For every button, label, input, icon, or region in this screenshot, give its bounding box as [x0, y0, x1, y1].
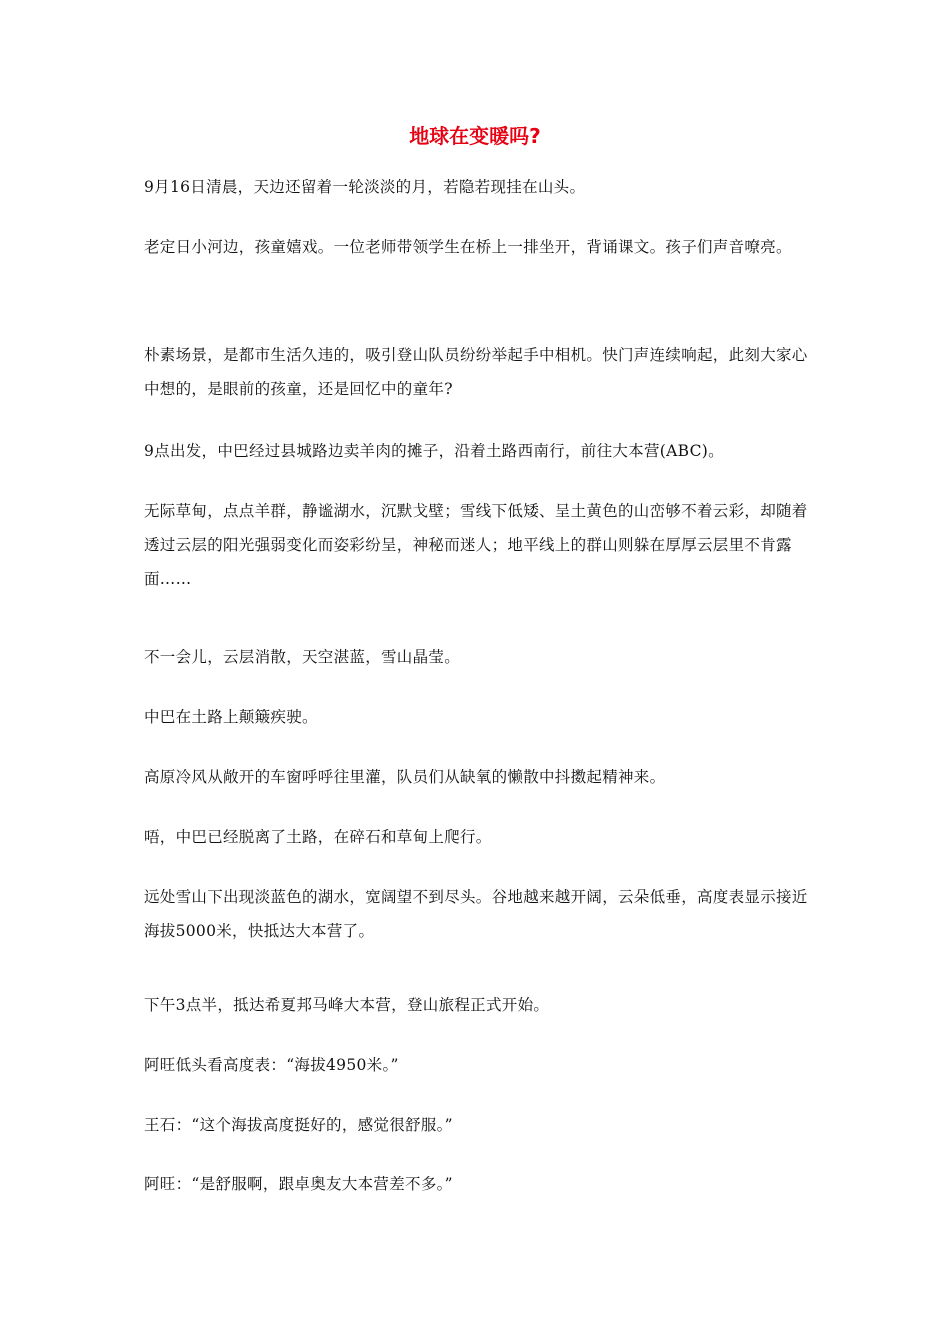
paragraph: 高原冷风从敞开的车窗呼呼往里灌，队员们从缺氧的懒散中抖擞起精神来。 — [144, 768, 666, 786]
document-title: 地球在变暖吗? — [409, 124, 541, 148]
paragraph: 王石：“这个海拔高度挺好的，感觉很舒服。” — [144, 1116, 453, 1134]
paragraph: 9点出发，中巴经过县城路边卖羊肉的摊子，沿着土路西南行，前往大本营(ABC)。 — [144, 442, 724, 460]
paragraph: 阿旺低头看高度表：“海拔4950米。” — [144, 1056, 399, 1074]
paragraph: 无际草甸，点点羊群，静谧湖水，沉默戈壁；雪线下低矮、呈土黄色的山峦够不着云彩，却随着透过云层的阳光强弱变化而姿彩纷呈，神秘而迷人；地平线上的群山则躲在厚厚云层里不肯露面…… — [144, 502, 808, 588]
paragraph: 不一会儿，云层消散，天空湛蓝，雪山晶莹。 — [144, 648, 461, 666]
paragraph: 唔，中巴已经脱离了土路，在碎石和草甸上爬行。 — [144, 828, 492, 846]
paragraph: 下午3点半，抵达希夏邦马峰大本营，登山旅程正式开始。 — [144, 996, 550, 1014]
paragraph: 朴素场景，是都市生活久违的，吸引登山队员纷纷举起手中相机。快门声连续响起，此刻大家心中想的，是眼前的孩童，还是回忆中的童年? — [144, 346, 808, 398]
paragraph: 9月16日清晨，天边还留着一轮淡淡的月，若隐若现挂在山头。 — [144, 178, 586, 196]
paragraph: 阿旺：“是舒服啊，跟卓奥友大本营差不多。” — [144, 1175, 453, 1193]
paragraph: 中巴在土路上颠簸疾驶。 — [144, 708, 318, 726]
paragraph: 远处雪山下出现淡蓝色的湖水，宽阔望不到尽头。谷地越来越开阔，云朵低垂，高度表显示接近海拔5000米，快抵达大本营了。 — [144, 888, 808, 940]
paragraph: 老定日小河边，孩童嬉戏。一位老师带领学生在桥上一排坐开，背诵课文。孩子们声音嘹亮。 — [144, 238, 792, 256]
